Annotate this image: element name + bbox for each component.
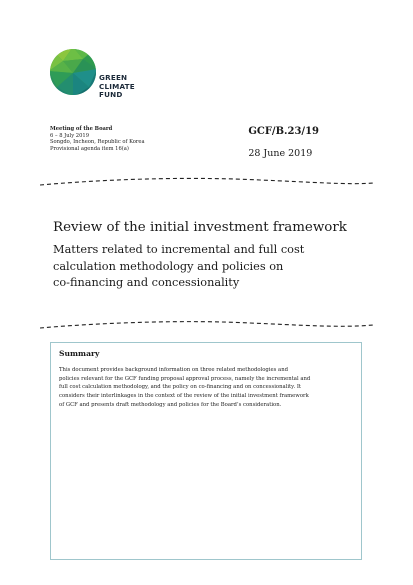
subtitle-line: Matters related to incremental and full cost — [53, 243, 305, 256]
document-symbol: GCF/B.23/19 — [248, 126, 319, 137]
page-title: Review of the initial investment framework — [53, 220, 347, 235]
green-climate-fund-globe-icon — [49, 47, 97, 97]
agenda-item: Provisional agenda item 16(a) — [50, 145, 129, 152]
meeting-heading: Meeting of the Board — [50, 126, 113, 132]
summary-line: full cost calculation methodology, and the policy on co-financing and on concessionality. It — [59, 384, 302, 391]
document-reference — [248, 126, 319, 160]
logo-line: FUND — [99, 90, 123, 100]
page-subtitle — [53, 242, 373, 292]
logo-line: CLIMATE — [99, 81, 135, 91]
gcf-logo — [49, 47, 149, 107]
summary-text — [59, 366, 353, 410]
document-date: 28 June 2019 — [248, 148, 313, 159]
summary-box — [50, 342, 362, 560]
dashed-separator-bottom — [40, 319, 373, 333]
meeting-dates: 6 – 8 July 2019 — [50, 132, 90, 139]
dashed-separator-top — [40, 176, 373, 190]
summary-line: This document provides background information on three related methodologies and — [59, 367, 289, 373]
summary-line: policies relevant for the GCF funding proposal approval process, namely the incremental and — [59, 375, 311, 382]
summary-heading: Summary — [59, 349, 100, 358]
subtitle-line: co-financing and concessionality — [53, 276, 240, 290]
summary-line: considers their interlinkages in the context of the review of the initial investment framework — [59, 393, 309, 400]
summary-line: of GCF and presents draft methodology and policies for the Board’s consideration. — [59, 401, 282, 408]
subtitle-line: calculation methodology and policies on — [53, 259, 284, 273]
meeting-location: Songdo, Incheon, Republic of Korea — [50, 139, 145, 146]
meeting-details — [50, 126, 145, 152]
logo-wordmark — [99, 74, 135, 100]
logo-line: GREEN — [99, 73, 128, 82]
